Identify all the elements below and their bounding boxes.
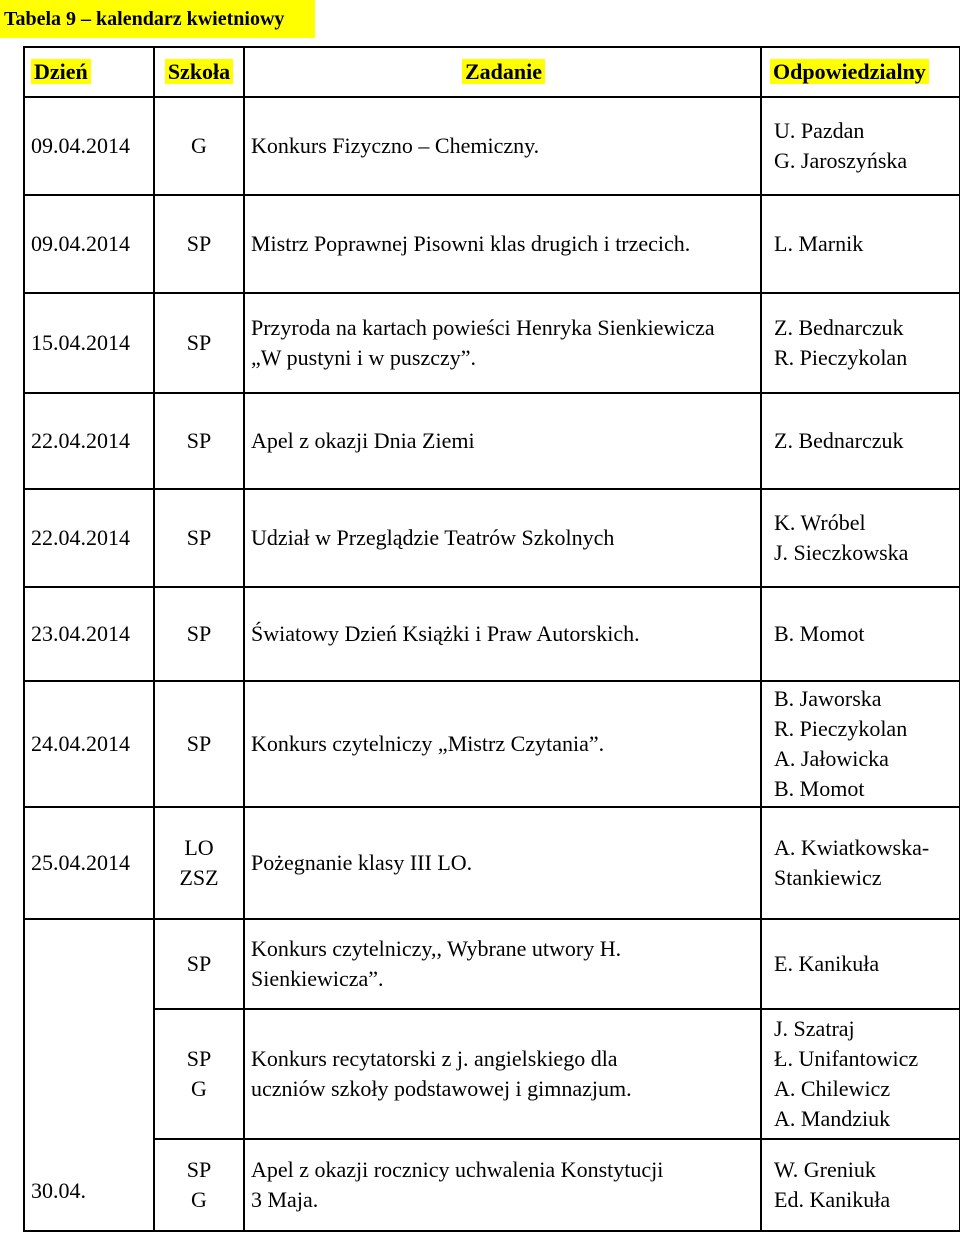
table-row xyxy=(24,807,960,919)
table-row xyxy=(24,195,960,293)
header-day-label: Dzień xyxy=(31,59,91,84)
cell-task xyxy=(244,587,761,681)
responsible-line: K. Wróbel xyxy=(774,510,866,535)
cell-task xyxy=(244,1009,761,1139)
cell-task xyxy=(244,919,761,1009)
table-row xyxy=(24,919,960,1009)
cell-day: 23.04.2014 xyxy=(24,587,154,681)
calendar-table xyxy=(23,46,960,1232)
cell-responsible xyxy=(761,681,960,807)
header-row xyxy=(24,47,960,97)
cell-school: SP xyxy=(154,393,244,489)
cell-responsible xyxy=(761,587,960,681)
cell-task xyxy=(244,681,761,807)
cell-school: SP xyxy=(154,587,244,681)
task-line: Konkurs czytelniczy „Mistrz Czytania”. xyxy=(251,731,605,756)
cell-responsible xyxy=(761,807,960,919)
school-line: SP xyxy=(186,1046,212,1071)
table-row xyxy=(24,1009,960,1139)
cell-day: 24.04.2014 xyxy=(24,681,154,807)
responsible-line: G. Jaroszyńska xyxy=(774,148,908,173)
responsible-line: R. Pieczykolan xyxy=(774,716,908,741)
cell-school xyxy=(154,919,244,1009)
cell-school: G xyxy=(154,97,244,195)
cell-school xyxy=(154,1139,244,1231)
task-line: Konkurs Fizyczno – Chemiczny. xyxy=(251,133,540,158)
table-row xyxy=(24,587,960,681)
cell-school: SP xyxy=(154,293,244,393)
cell-day: 15.04.2014 xyxy=(24,293,154,393)
cell-responsible xyxy=(761,489,960,587)
table-row xyxy=(24,681,960,807)
header-school-label: Szkoła xyxy=(165,59,233,84)
cell-responsible xyxy=(761,195,960,293)
cell-day: 30.04. xyxy=(24,1139,154,1231)
cell-responsible xyxy=(761,293,960,393)
cell-responsible xyxy=(761,97,960,195)
task-line: „W pustyni i w puszczy”. xyxy=(251,345,477,370)
school-line: LO xyxy=(184,835,214,860)
responsible-line: Ł. Unifantowicz xyxy=(774,1046,919,1071)
responsible-line: Ed. Kanikuła xyxy=(774,1187,891,1212)
task-line: Udział w Przeglądzie Teatrów Szkolnych xyxy=(251,525,615,550)
responsible-line: Z. Bednarczuk xyxy=(774,315,904,340)
responsible-line: W. Greniuk xyxy=(774,1157,876,1182)
table-row xyxy=(24,97,960,195)
school-line: G xyxy=(191,1187,207,1212)
cell-school: SP xyxy=(154,195,244,293)
responsible-line: R. Pieczykolan xyxy=(774,345,908,370)
responsible-line: B. Jaworska xyxy=(774,686,882,711)
table-row xyxy=(24,293,960,393)
header-task xyxy=(244,47,761,97)
task-line: Mistrz Poprawnej Pisowni klas drugich i trzecich. xyxy=(251,231,691,256)
responsible-line: A. Chilewicz xyxy=(774,1076,891,1101)
task-line: Konkurs czytelniczy,, Wybrane utwory H. xyxy=(251,936,622,961)
task-line: 3 Maja. xyxy=(251,1187,319,1212)
cell-task xyxy=(244,393,761,489)
header-task-label: Zadanie xyxy=(462,59,545,84)
header-school xyxy=(154,47,244,97)
task-line: Apel z okazji rocznicy uchwalenia Konstytucji xyxy=(251,1157,664,1182)
header-responsible xyxy=(761,47,960,97)
responsible-line: A. Jałowicka xyxy=(774,746,889,771)
school-line: SP xyxy=(186,1157,212,1182)
cell-school xyxy=(154,807,244,919)
cell-day xyxy=(24,919,154,1009)
responsible-line: A. Kwiatkowska- xyxy=(774,835,930,860)
cell-day: 22.04.2014 xyxy=(24,393,154,489)
cell-day: 09.04.2014 xyxy=(24,97,154,195)
task-line: Światowy Dzień Książki i Praw Autorskich. xyxy=(251,621,640,646)
cell-responsible xyxy=(761,1009,960,1139)
task-line: Przyroda na kartach powieści Henryka Sienkiewicza xyxy=(251,315,715,340)
task-line: Pożegnanie klasy III LO. xyxy=(251,850,473,875)
cell-day: 22.04.2014 xyxy=(24,489,154,587)
responsible-line: J. Szatraj xyxy=(774,1016,855,1041)
table-row xyxy=(24,1139,960,1231)
cell-responsible xyxy=(761,919,960,1009)
responsible-line: Stankiewicz xyxy=(774,865,882,890)
task-line: Sienkiewicza”. xyxy=(251,966,384,991)
cell-task xyxy=(244,195,761,293)
task-line: Konkurs recytatorski z j. angielskiego dla xyxy=(251,1046,618,1071)
cell-task xyxy=(244,293,761,393)
cell-task xyxy=(244,489,761,587)
task-line: Apel z okazji Dnia Ziemi xyxy=(251,428,475,453)
responsible-line: L. Marnik xyxy=(774,231,864,256)
cell-responsible xyxy=(761,1139,960,1231)
cell-school: SP xyxy=(154,489,244,587)
cell-day: 09.04.2014 xyxy=(24,195,154,293)
table-row xyxy=(24,489,960,587)
cell-school xyxy=(154,1009,244,1139)
cell-day xyxy=(24,1009,154,1139)
table-caption: Tabela 9 – kalendarz kwietniowy xyxy=(0,0,315,38)
responsible-line: Z. Bednarczuk xyxy=(774,428,904,453)
responsible-line: U. Pazdan xyxy=(774,118,865,143)
responsible-line: B. Momot xyxy=(774,621,865,646)
cell-task xyxy=(244,97,761,195)
responsible-line: B. Momot xyxy=(774,776,865,801)
header-day xyxy=(24,47,154,97)
cell-day: 25.04.2014 xyxy=(24,807,154,919)
task-line: uczniów szkoły podstawowej i gimnazjum. xyxy=(251,1076,632,1101)
school-line: SP xyxy=(186,951,212,976)
school-line: G xyxy=(191,1076,207,1101)
table-row xyxy=(24,393,960,489)
cell-task xyxy=(244,1139,761,1231)
responsible-line: E. Kanikuła xyxy=(774,951,880,976)
cell-task xyxy=(244,807,761,919)
header-responsible-label: Odpowiedzialny xyxy=(770,59,929,84)
responsible-line: A. Mandziuk xyxy=(774,1106,891,1131)
school-line: ZSZ xyxy=(179,865,219,890)
cell-school: SP xyxy=(154,681,244,807)
responsible-line: J. Sieczkowska xyxy=(774,540,909,565)
cell-responsible xyxy=(761,393,960,489)
